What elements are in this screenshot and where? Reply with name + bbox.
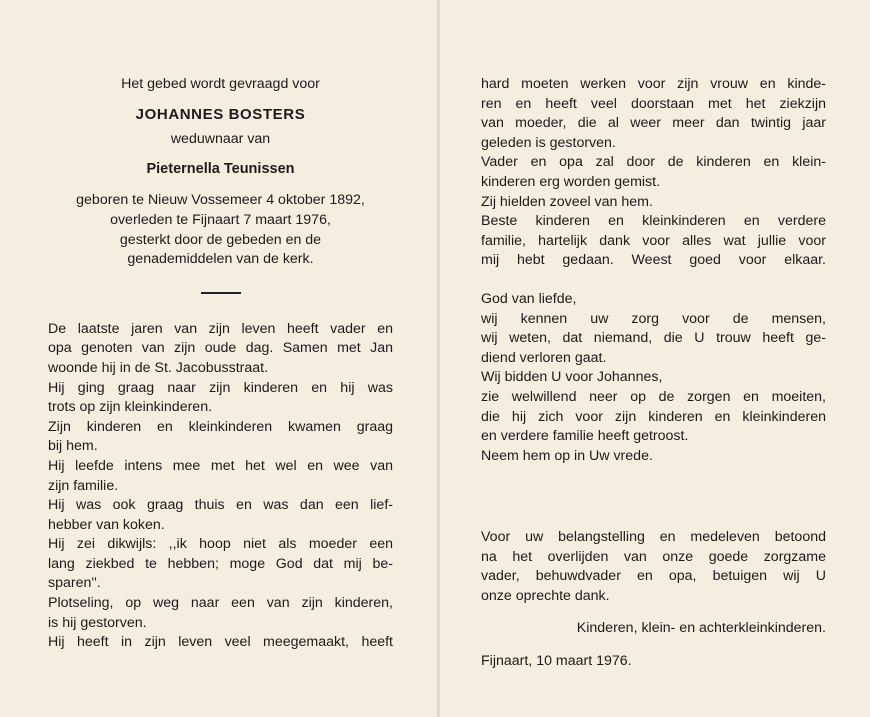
text-line: Neem hem op in Uw vrede. xyxy=(481,447,653,464)
text-line: vader, behuwdvader en opa, betuigen wij U xyxy=(481,568,826,585)
text-line: is hij gestorven. xyxy=(48,614,147,631)
text-line: onze oprechte dank. xyxy=(481,588,610,605)
text-line: die hij zich voor zijn kinderen en kleinkinderen xyxy=(481,408,826,425)
text-line: Beste kinderen en kleinkinderen en verdere xyxy=(481,213,826,230)
thanks-text xyxy=(481,528,826,606)
text-line: ren en heeft veel doorstaan met het ziekzijn xyxy=(481,95,826,112)
detail-line: genademiddelen van de kerk. xyxy=(127,251,314,268)
text-line: zijn familie. xyxy=(48,477,119,494)
detail-line: geboren te Nieuw Vossemeer 4 oktober 1892, xyxy=(76,192,365,209)
text-line: Hij heeft in zijn leven veel meegemaakt, heeft xyxy=(48,634,393,651)
text-line: wij kennen uw zorg voor de mensen, xyxy=(481,310,826,327)
text-line: mij hebt gedaan. Weest goed voor elkaar. xyxy=(481,252,826,269)
right-page xyxy=(481,75,826,686)
text-line: geleden is gestorven. xyxy=(481,134,616,151)
intro-text: Het gebed wordt gevraagd voor xyxy=(121,76,320,92)
text-line: van moeder, die al weer meer dan twintig jaar xyxy=(481,115,826,132)
text-line: sparen''. xyxy=(48,575,101,592)
text-line: diend verloren gaat. xyxy=(481,349,607,366)
left-page xyxy=(48,75,393,653)
text-line: trots op zijn kleinkinderen. xyxy=(48,399,213,416)
text-line: opa genoten van zijn oude dag. Samen met Jan xyxy=(48,340,393,357)
biography-text xyxy=(48,320,393,653)
deceased-name: JOHANNES BOSTERS xyxy=(135,105,306,123)
biography-continued xyxy=(481,75,826,271)
text-line: Hij was ook graag thuis en was dan een lief- xyxy=(48,497,393,514)
detail-line: overleden te Fijnaart 7 maart 1976, xyxy=(110,211,331,228)
text-line: Voor uw belangstelling en medeleven betoond xyxy=(481,529,826,546)
text-line: Zijn kinderen en kleinkinderen kwamen graag xyxy=(48,418,393,435)
text-line: lang ziekbed te hebben; moge God dat mij be- xyxy=(48,555,393,572)
detail-line: gesterkt door de gebeden en de xyxy=(119,231,322,248)
relation-text: weduwnaar van xyxy=(170,131,271,148)
heading-block xyxy=(48,75,393,270)
text-line: Plotseling, op weg naar een van zijn kinderen, xyxy=(48,595,393,612)
text-line: zie welwillend neer op de zorgen en moeiten, xyxy=(481,388,826,405)
text-line: God van liefde, xyxy=(481,290,577,307)
text-line: en verdere familie heeft getroost. xyxy=(481,428,689,445)
family-signoff: Kinderen, klein- en achterkleinkinderen. xyxy=(576,619,826,636)
text-line: kinderen erg worden gemist. xyxy=(481,173,661,190)
text-line: bij hem. xyxy=(48,438,98,455)
text-line: familie, hartelijk dank voor alles wat jullie voor xyxy=(481,232,826,249)
prayer-text xyxy=(481,290,826,466)
center-fold xyxy=(437,0,440,717)
spouse-name: Pieternella Teunissen xyxy=(146,160,295,177)
text-line: na het overlijden van onze goede zorgzame xyxy=(481,548,826,565)
text-line: Hij leefde intens mee met het wel en wee van xyxy=(48,457,393,474)
place-date: Fijnaart, 10 maart 1976. xyxy=(481,653,632,670)
text-line: hebber van koken. xyxy=(48,516,165,533)
text-line: Wij bidden U voor Johannes, xyxy=(481,369,663,386)
text-line: woonde hij in de St. Jacobusstraat. xyxy=(48,359,269,376)
text-line: Vader en opa zal door de kinderen en klein- xyxy=(481,154,826,171)
text-line: Zij hielden zoveel van hem. xyxy=(481,193,653,210)
divider-rule xyxy=(201,292,241,294)
text-line: wij weten, dat niemand, die U trouw heeft ge- xyxy=(481,330,826,347)
text-line: De laatste jaren van zijn leven heeft vader en xyxy=(48,320,393,337)
text-line: Hij zei dikwijls: ,,ik hoop niet als moeder een xyxy=(48,536,393,553)
text-line: Hij ging graag naar zijn kinderen en hij was xyxy=(48,379,393,396)
text-line: hard moeten werken voor zijn vrouw en kinde- xyxy=(481,76,826,92)
